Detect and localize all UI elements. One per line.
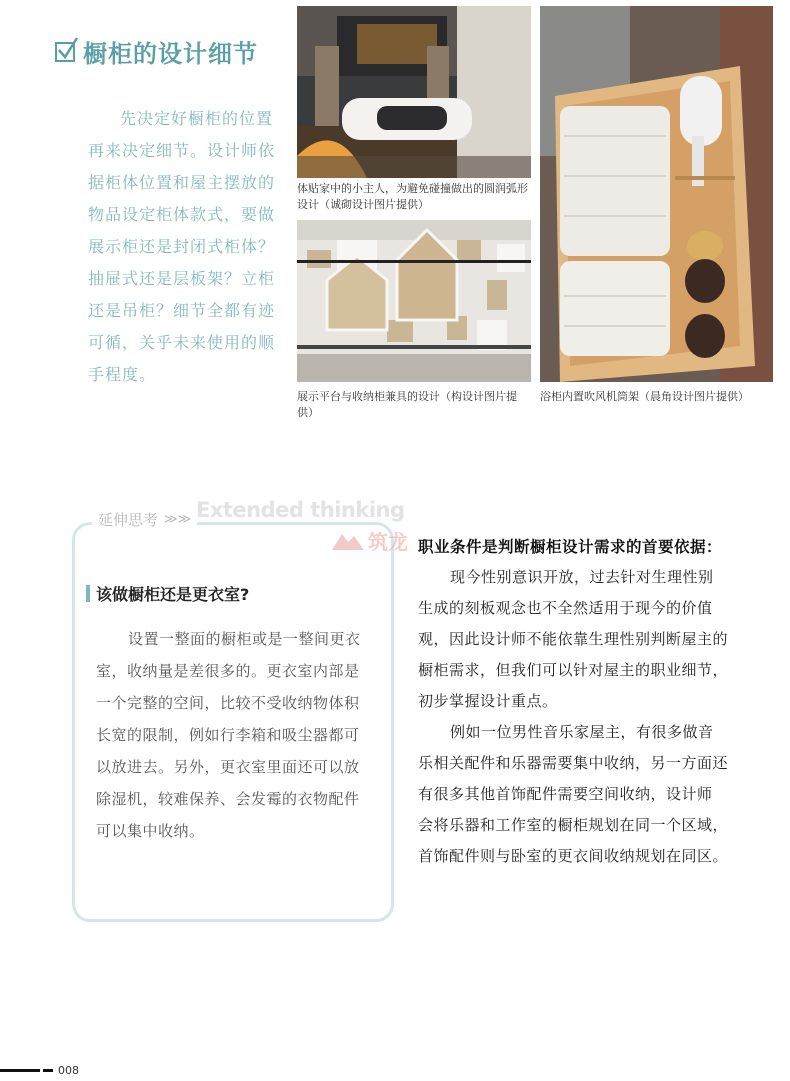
right-line: 橱柜需求，但我们可以针对屋主的职业细节， [418,661,729,679]
right-line: 现今性别意识开放，过去针对生理性别 [450,568,714,586]
intro-paragraph [88,103,278,391]
intro-line: 手程度。 [88,365,157,384]
photo-caption: 展示平台与收纳柜兼具的设计（构设计图片提供） [297,390,517,419]
page-footer [0,1064,79,1077]
box-line: 可以集中收纳。 [96,822,205,840]
intro-line: 抽屉式还是层板架？立柜 [88,269,276,288]
photo-bath-drawer [540,6,773,382]
box-heading [86,582,249,605]
intro-line: 可循，关乎未来使用的顺 [88,333,276,352]
box-line: 设置一整面的橱柜或是一整间更衣 [128,630,361,648]
right-line: 乐相关配件和乐器需要集中收纳，另一方面还 [418,754,729,772]
right-heading: 职业条件是判断橱柜设计需求的首要依据： [418,538,723,556]
intro-line: 展示柜还是封闭式柜体？ [88,237,276,256]
right-paragraph [418,562,768,872]
watermark-text: 筑龙 [368,530,408,554]
intro-line: 还是吊柜？细节全都有迹 [88,301,276,320]
photo-caption: 体贴家中的小主人，为避免碰撞做出的圆润弧形设计（诚砌设计图片提供） [297,182,528,211]
box-line: 长宽的限制，例如行李箱和吸尘器都可 [96,726,360,744]
mountain-logo-icon [330,530,366,552]
right-line: 观，因此设计师不能依靠生理性别判断屋主的 [418,630,729,648]
accent-bar [86,585,90,602]
right-line: 例如一位男性音乐家屋主，有很多做音 [450,723,714,741]
intro-line: 据柜体位置和屋主摆放的 [88,173,276,192]
photo-rounded-cabinet [297,6,531,178]
intro-line: 先决定好橱柜的位置 [120,109,274,128]
box-line: 室，收纳量是差很多的。更衣室内部是 [96,662,360,680]
page-title: 橱柜的设计细节 [83,39,258,68]
section-heading [55,34,258,69]
watermark-logo [330,526,408,555]
footer-rule [43,1069,53,1072]
box-paragraph [96,623,376,847]
extended-thinking-label [92,509,197,530]
right-line: 生成的刻板观念也不全然适用于现今的价值 [418,599,713,617]
photo-display-shelf [297,220,531,382]
right-line: 会将乐器和工作室的橱柜规划在同一个区域， [418,816,729,834]
checkbox-icon [55,42,75,62]
intro-line: 物品设定柜体款式，要做 [88,205,276,224]
box-line: 一个完整的空间，比较不受收纳物体积 [96,694,360,712]
right-line: 首饰配件则与卧室的更衣间收纳规划在同区。 [418,847,729,865]
extended-label-en: Extended thinking [196,498,405,522]
box-title: 该做橱柜还是更衣室? [96,585,250,604]
box-line: 除湿机，较难保养、会发霉的衣物配件 [96,790,360,808]
extended-label-cn: 延伸思考 [98,511,159,529]
double-chevron-icon: ≫≫ [164,512,192,527]
photo-caption: 浴柜内置吹风机筒架（晨角设计图片提供） [540,390,749,403]
page-number: 008 [58,1064,79,1077]
footer-rule [0,1069,40,1072]
box-line: 以放进去。另外，更衣室里面还可以放 [96,758,360,776]
right-line: 有很多其他首饰配件需要空间收纳，设计师 [418,785,713,803]
intro-line: 再来决定细节。设计师依 [88,141,276,160]
right-line: 初步掌握设计重点。 [418,692,558,710]
